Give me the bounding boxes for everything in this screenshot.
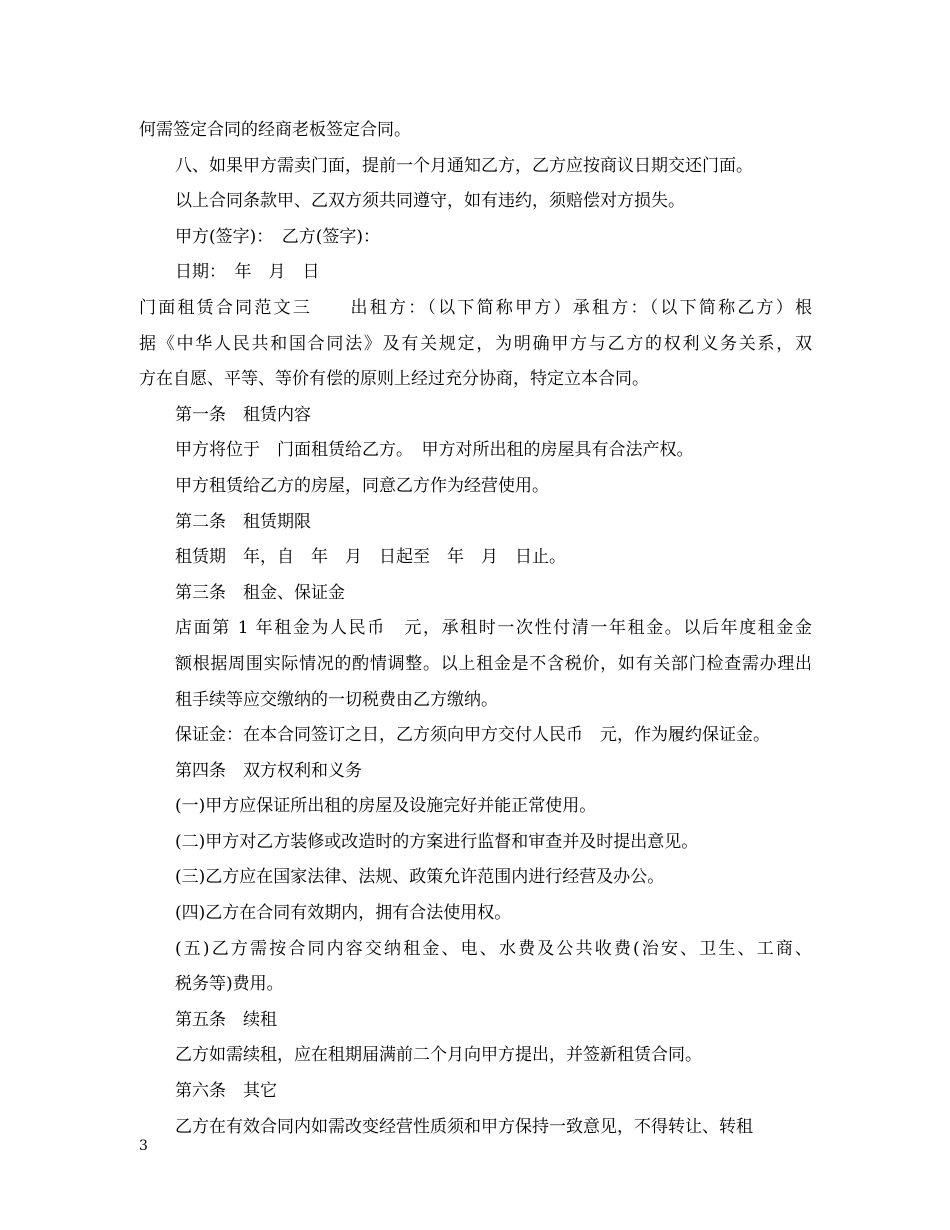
document-body — [139, 113, 812, 1145]
paragraph — [139, 255, 812, 291]
paragraph — [139, 1074, 812, 1110]
text-line: (二)甲方对乙方装修或改造时的方案进行监督和审查并及时提出意见。 — [175, 831, 699, 852]
paragraph — [139, 860, 812, 896]
paragraph — [139, 754, 812, 790]
paragraph — [139, 718, 812, 754]
paragraph — [139, 433, 812, 469]
paragraph — [139, 469, 812, 505]
paragraph — [139, 184, 812, 220]
text-line: (四)乙方在合同有效期内，拥有合法使用权。 — [175, 903, 512, 924]
text-line: 租赁期 年，自 年 月 日起至 年 月 日止。 — [175, 547, 566, 568]
page-number: 3 — [139, 1138, 148, 1154]
text-line: 额根据周围实际情况的酌情调整。以上租金是不含税价，如有关部门检查需办理出 — [175, 653, 812, 674]
text-line: 门面租赁合同范文三 出租方：（以下简称甲方）承租方：（以下简称乙方）根 — [139, 297, 812, 318]
text-line: 八、如果甲方需卖门面，提前一个月通知乙方，乙方应按商议日期交还门面。 — [175, 155, 753, 176]
text-line: 第三条 租金、保证金 — [175, 582, 345, 603]
text-line: 店面第 1 年租金为人民币 元，承租时一次性付清一年租金。以后年度租金金 — [175, 618, 812, 639]
text-line: (三)乙方应在国家法律、法规、政策允许范围内进行经营及办公。 — [175, 867, 665, 888]
paragraph — [139, 149, 812, 185]
paragraph — [139, 505, 812, 541]
paragraph — [139, 1003, 812, 1039]
text-line: 乙方在有效合同内如需改变经营性质须和甲方保持一致意见，不得转让、转租 — [175, 1116, 753, 1137]
paragraph — [139, 1110, 812, 1146]
paragraph — [139, 896, 812, 932]
text-line: 保证金：在本合同签订之日，乙方须向甲方交付人民币 元，作为履约保证金。 — [175, 725, 770, 746]
paragraph — [139, 932, 812, 1003]
text-line: 乙方如需续租，应在租期届满前二个月向甲方提出，并签新租赁合同。 — [175, 1045, 702, 1066]
text-line: 第四条 双方权利和义务 — [175, 760, 362, 781]
text-line: 第一条 租赁内容 — [175, 404, 311, 425]
text-line: 税务等)费用。 — [175, 974, 284, 995]
text-line: 据《中华人民共和国合同法》及有关规定，为明确甲方与乙方的权利义务关系，双 — [139, 333, 812, 354]
paragraph — [139, 540, 812, 576]
paragraph — [139, 1038, 812, 1074]
text-line: 甲方租赁给乙方的房屋，同意乙方作为经营使用。 — [175, 475, 549, 496]
paragraph — [139, 398, 812, 434]
text-line: (五)乙方需按合同内容交纳租金、电、水费及公共收费(治安、卫生、工商、 — [175, 938, 812, 959]
text-line: 方在自愿、平等、等价有偿的原则上经过充分协商，特定立本合同。 — [139, 369, 649, 390]
paragraph — [139, 576, 812, 612]
paragraph — [139, 220, 812, 256]
paragraph — [139, 825, 812, 861]
text-line: 第五条 续租 — [175, 1009, 277, 1030]
paragraph — [139, 789, 812, 825]
text-line: 何需签定合同的经商老板签定合同。 — [139, 120, 411, 140]
text-line: 第二条 租赁期限 — [175, 511, 311, 532]
text-line: (一)甲方应保证所出租的房屋及设施完好并能正常使用。 — [175, 796, 597, 817]
text-line: 租手续等应交缴纳的一切税费由乙方缴纳。 — [175, 689, 498, 710]
paragraph — [139, 611, 812, 718]
paragraph — [139, 113, 812, 149]
text-line: 以上合同条款甲、乙双方须共同遵守，如有违约，须赔偿对方损失。 — [175, 191, 685, 212]
text-line: 第六条 其它 — [175, 1081, 277, 1102]
paragraph — [139, 291, 812, 398]
text-line: 甲方将位于 门面租赁给乙方。 甲方对所出租的房屋具有合法产权。 — [175, 440, 694, 461]
text-line: 甲方(签字)： 乙方(签字)： — [175, 226, 381, 247]
text-line: 日期： 年 月 日 — [175, 262, 320, 283]
